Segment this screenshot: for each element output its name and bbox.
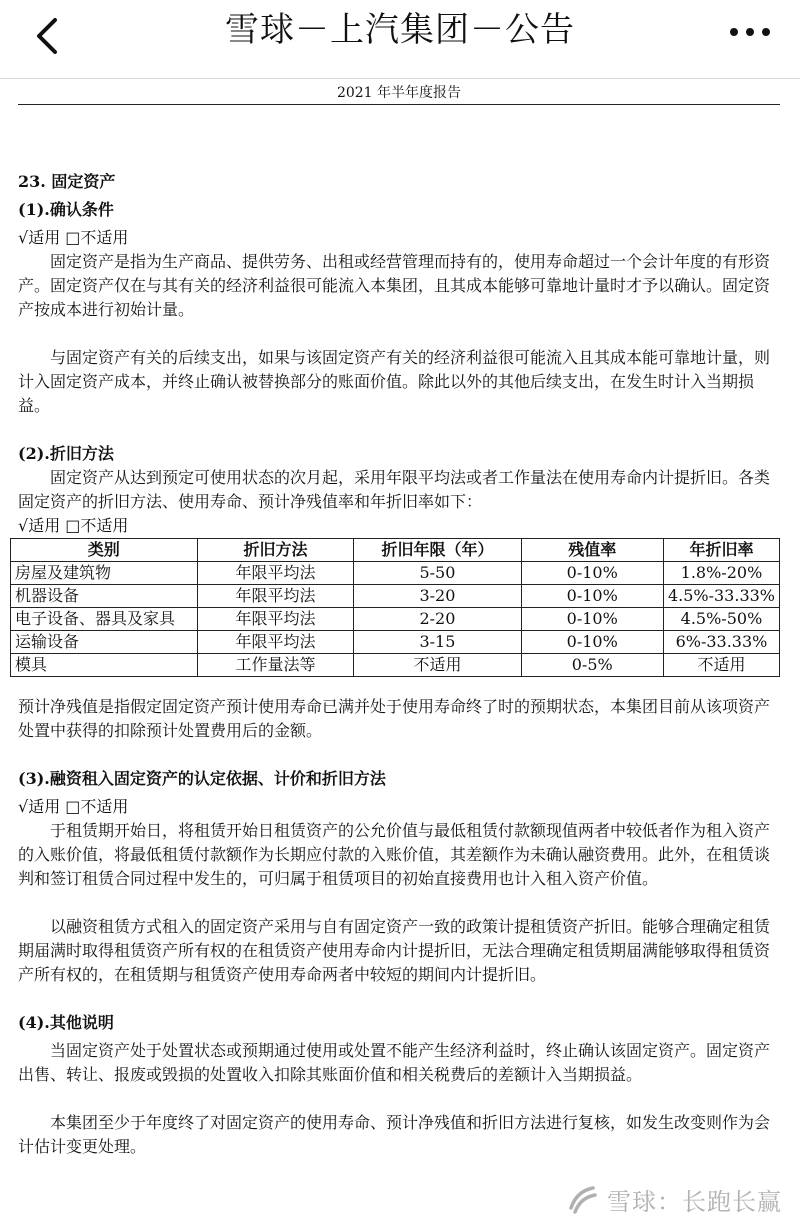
- more-button[interactable]: [720, 10, 780, 54]
- table-header-cell: 类别: [11, 539, 198, 562]
- table-cell: 电子设备、器具及家具: [11, 608, 198, 631]
- paragraph: 于租赁期开始日，将租赁开始日租赁资产的公允价值与最低租赁付款额现值两者中较低者作为租入资产的入账价值，将最低租赁付款额作为长期应付款的入账价值，其差额作为未确认融资费用。此外，在租赁谈判和签订租赁合同过程中发生的，可归属于租赁项目的初始直接费用也计入租入资产价值。: [18, 821, 771, 888]
- subsection-heading-3: (3).融资租入固定资产的认定依据、计价和折旧方法: [18, 769, 386, 788]
- table-cell: 1.8%-20%: [663, 562, 779, 585]
- more-dots-icon: [728, 26, 772, 38]
- snowball-logo-icon: [565, 1182, 599, 1216]
- table-cell: 3-20: [354, 585, 521, 608]
- table-row: [11, 654, 780, 677]
- table-cell: 年限平均法: [197, 585, 354, 608]
- subsection-heading-1: (1).确认条件: [18, 200, 114, 219]
- table-header-cell: 残值率: [521, 539, 663, 562]
- table-cell: 工作量法等: [197, 654, 354, 677]
- table-row: [11, 562, 780, 585]
- table-cell: 年限平均法: [197, 608, 354, 631]
- applicable-check-3: √适用 □不适用: [18, 797, 129, 816]
- table-cell: 4.5%-50%: [663, 608, 779, 631]
- table-cell: 房屋及建筑物: [11, 562, 198, 585]
- watermark: [565, 1179, 782, 1219]
- paragraph: 当固定资产处于处置状态或预期通过使用或处置不能产生经济利益时，终止确认该固定资产。固定资产出售、转让、报废或毁损的处置收入扣除其账面价值和相关税费后的差额计入当期损益。: [18, 1041, 771, 1084]
- table-cell: 6%-33.33%: [663, 631, 779, 654]
- table-cell: 0-10%: [521, 608, 663, 631]
- paragraph: 以融资租赁方式租入的固定资产采用与自有固定资产一致的政策计提租赁资产折旧。能够合理确定租赁期届满时取得租赁资产所有权的在租赁资产使用寿命内计提折旧，无法合理确定租赁期届满能够取得租赁资产所有权的，在租赁期与租赁资产使用寿命两者中较短的期间内计提折旧。: [18, 917, 771, 984]
- table-cell: 不适用: [354, 654, 521, 677]
- table-cell: 2-20: [354, 608, 521, 631]
- table-header-row: [11, 539, 780, 562]
- table-header-cell: 折旧方法: [197, 539, 354, 562]
- app-title: 雪球－上汽集团－公告: [225, 10, 575, 50]
- applicable-check-2: √适用 □不适用: [18, 516, 129, 535]
- table-cell: 年限平均法: [197, 562, 354, 585]
- table-cell: 运输设备: [11, 631, 198, 654]
- subsection-heading-2: (2).折旧方法: [18, 444, 114, 463]
- document-body: [15, 170, 782, 1159]
- section-title: 23. 固定资产: [18, 172, 116, 191]
- watermark-text: 雪球：长跑长赢: [607, 1187, 782, 1216]
- table-row: [11, 585, 780, 608]
- table-header-cell: 折旧年限（年）: [354, 539, 521, 562]
- table-cell: 模具: [11, 654, 198, 677]
- table-cell: 0-5%: [521, 654, 663, 677]
- table-cell: 年限平均法: [197, 631, 354, 654]
- app-bar: [0, 0, 800, 79]
- table-cell: 4.5%-33.33%: [663, 585, 779, 608]
- table-cell: 0-10%: [521, 585, 663, 608]
- table-header-cell: 年折旧率: [663, 539, 779, 562]
- depreciation-table: [10, 538, 780, 677]
- table-cell: 3-15: [354, 631, 521, 654]
- table-row: [11, 608, 780, 631]
- table-cell: 0-10%: [521, 562, 663, 585]
- paragraph: 固定资产从达到预定可使用状态的次月起，采用年限平均法或者工作量法在使用寿命内计提折旧。各类固定资产的折旧方法、使用寿命、预计净残值率和年折旧率如下：: [18, 468, 771, 511]
- table-row: [11, 631, 780, 654]
- paragraph: 与固定资产有关的后续支出，如果与该固定资产有关的经济利益很可能流入且其成本能可靠地计量，则计入固定资产成本，并终止确认被替换部分的账面价值。除此以外的其他后续支出，在发生时计入当期损益。: [18, 348, 771, 415]
- paragraph: 预计净残值是指假定固定资产预计使用寿命已满并处于使用寿命终了时的预期状态，本集团目前从该项资产处置中获得的扣除预计处置费用后的金额。: [18, 697, 771, 740]
- table-cell: 机器设备: [11, 585, 198, 608]
- report-header: 2021 年半年度报告: [18, 82, 780, 105]
- table-cell: 0-10%: [521, 631, 663, 654]
- applicable-check-1: √适用 □不适用: [18, 228, 129, 247]
- table-cell: 不适用: [663, 654, 779, 677]
- paragraph: 固定资产是指为生产商品、提供劳务、出租或经营管理而持有的，使用寿命超过一个会计年度的有形资产。固定资产仅在与其有关的经济利益很可能流入本集团，且其成本能够可靠地计量时才予以确认。固定资产按成本进行初始计量。: [18, 252, 771, 319]
- table-cell: 5-50: [354, 562, 521, 585]
- subsection-heading-4: (4).其他说明: [18, 1013, 114, 1032]
- paragraph: 本集团至少于年度终了对固定资产的使用寿命、预计净残值和折旧方法进行复核，如发生改变则作为会计估计变更处理。: [18, 1113, 771, 1156]
